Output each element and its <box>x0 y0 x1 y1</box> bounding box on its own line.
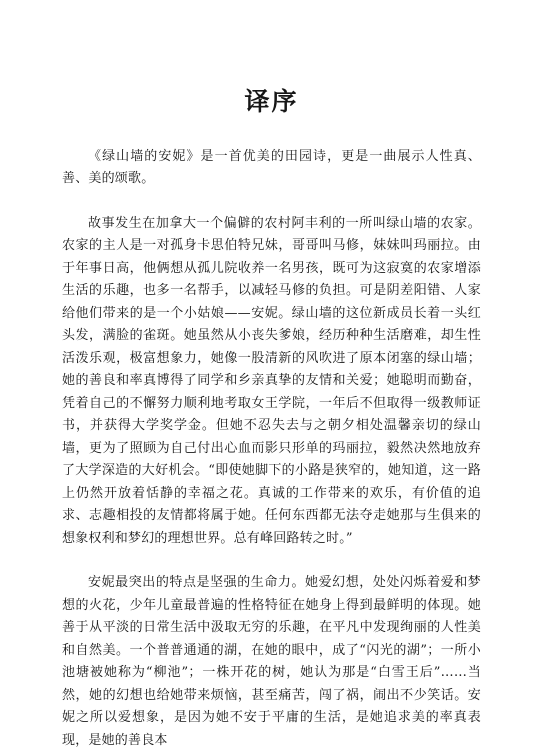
page-title: 译序 <box>244 87 299 116</box>
paragraph-story: 故事发生在加拿大一个偏僻的农村阿丰利的一所叫绿山墙的农家。农家的主人是一对孤身卡思伯特兄妹，哥哥叫马修，妹妹叫玛丽拉。由于年事日高，他俩想从孤儿院收养一名男孩，既可为这寂寞的农家增添生活的乐趣，也多一名帮手，以减轻马修的负担。可是阴差阳错、人家给他们带来的是一个小姑娘——安妮。绿山墙的这位新成员长着一头红头发，满脸的雀斑。她虽然从小丧失爹娘，经历种种生活磨难，却生性活泼乐观，极富想象力，她像一股清新的风吹进了原本闭塞的绿山墙；她的善良和率真博得了同学和乡亲真挚的友情和关爱；她聪明而勤奋，凭着自己的不懈努力顺利地考取女王学院，一年后不但取得一级教师证书，并获得大学奖学金。但她不忍失去与之朝夕相处温馨亲切的绿山墙，更为了照顾为自己付出心血而影只形单的玛丽拉，毅然决然地放弃了大学深造的大好机会。“即使她脚下的小路是狭窄的，她知道，这一路上仍然开放着恬静的幸福之花。真诚的工作带来的欢乐，有价值的追求、志趣相投的友情都将属于她。任何东西都无法夺走她那与生俱来的想象权利和梦幻的理想世界。总有峰回路转之时。” <box>62 215 481 546</box>
paragraph-character: 安妮最突出的特点是坚强的生命力。她爱幻想，处处闪烁着爱和梦想的火花，少年儿童最普遍的性格特征在她身上得到最鲜明的体现。她善于从平淡的日常生活中汲取无穷的乐趣，在平凡中发现绚丽的人性美和自然美。一个普普通通的湖，在她的眼中，成了“闪光的湖”；一所小池塘被她称为“柳池”；一株开花的树，她认为那是“白雪王后”……当然，她的幻想也给她带来烦恼，甚至痛苦，闯了祸，闹出不少笑话。安妮之所以爱想象，是因为她不安于平庸的生活，是她追求美的率真表现，是她的善良本 <box>62 575 481 748</box>
paragraph-intro: 《绿山墙的安妮》是一首优美的田园诗，更是一曲展示人性真、善、美的颂歌。 <box>62 148 481 186</box>
